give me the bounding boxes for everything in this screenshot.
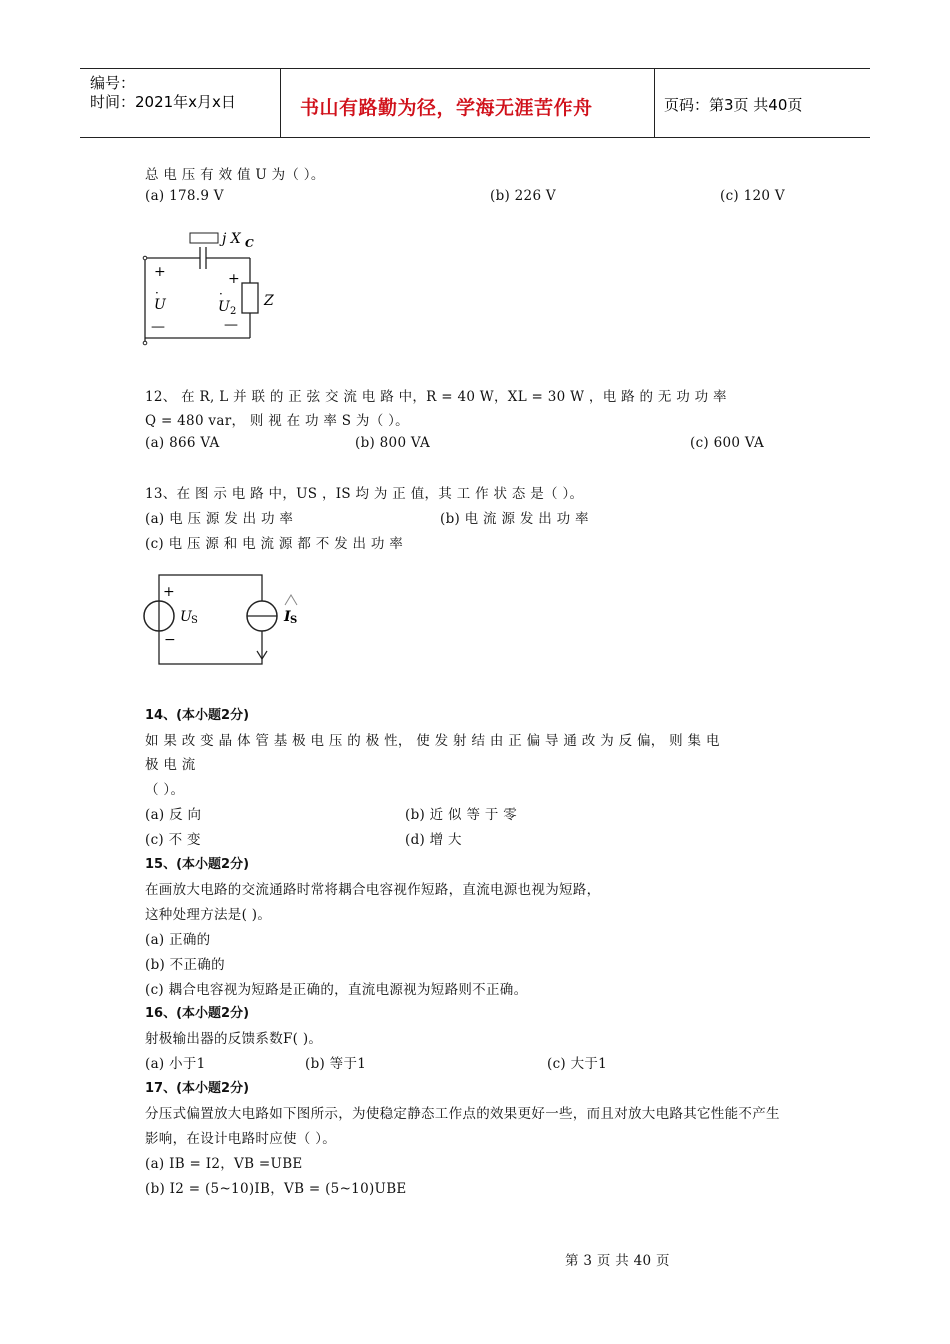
q13-plus: + — [163, 584, 175, 600]
q14-title: 14、(本小题2分) — [145, 708, 250, 723]
q17-option-a: (a) IB = I2，VB =UBE — [145, 1156, 303, 1172]
q12-line1: 12、 在 R, L 并 联 的 正 弦 交 流 电 路 中，R = 40 W，XL = 30 W ，电 路 的 无 功 功 率 — [145, 389, 727, 405]
q11-u-label: U — [154, 297, 166, 313]
q14-option-d: (d) 增 大 — [405, 832, 462, 848]
q15-option-c: (c) 耦合电容视为短路是正确的，直流电源视为短路则不正确。 — [145, 982, 528, 998]
q11-option-c: (c) 120 V — [720, 188, 785, 204]
q15-line2: 这种处理方法是( )。 — [145, 907, 272, 923]
q16-option-c: (c) 大于1 — [547, 1056, 608, 1072]
q11-u-dot: · — [155, 286, 159, 300]
q15-option-b: (b) 不正确的 — [145, 957, 225, 973]
header-divider-left — [280, 69, 281, 137]
header-page-info: 页码：第3页 共40页 — [664, 96, 803, 114]
q11-xc-label: j X — [222, 231, 241, 247]
q13-us-label: U — [180, 609, 192, 625]
q11-minus-right: — — [224, 317, 238, 333]
q11-u2-dot: · — [219, 287, 223, 301]
q11-u2-subscript: 2 — [230, 306, 237, 317]
q14-line1: 如 果 改 变 晶 体 管 基 极 电 压 的 极 性， 使 发 射 结 由 正 偏 导 通 改 为 反 偏， 则 集 电 — [145, 733, 720, 749]
q11-option-b: (b) 226 V — [490, 188, 556, 204]
q14-option-b: (b) 近 似 等 于 零 — [405, 807, 518, 823]
q11-z-label: Z — [264, 293, 274, 309]
q17-line1: 分压式偏置放大电路如下图所示，为使稳定静态工作点的效果更好一些，而且对放大电路其它性能不产生 — [145, 1106, 780, 1122]
q11-u2-label: U — [218, 299, 230, 315]
q11-xc-subscript: C — [245, 237, 254, 250]
q11-plus-left: + — [154, 264, 166, 280]
q13-is-subscript: S — [290, 615, 298, 626]
header-divider-right — [654, 69, 655, 137]
q17-option-b: (b) I2 = (5~10)IB，VB = (5~10)UBE — [145, 1181, 407, 1197]
q12-option-a: (a) 866 VA — [145, 435, 220, 451]
q13-option-c: (c) 电 压 源 和 电 流 源 都 不 发 出 功 率 — [145, 536, 404, 552]
page-footer-number: 第 3 页 共 40 页 — [565, 1253, 670, 1269]
q17-line2: 影响，在设计电路时应使（ ）。 — [145, 1131, 337, 1147]
q13-minus: − — [164, 632, 176, 648]
header-motto: 书山有路勤为径，学海无涯苦作舟 — [300, 97, 593, 119]
q11-circuit-diagram — [140, 225, 300, 350]
header-time-label: 时间：2021年x月x日 — [90, 93, 236, 111]
q13-stem: 13、在 图 示 电 路 中，US ，IS 均 为 正 值，其 工 作 状 态 是（ ）。 — [145, 486, 584, 502]
q16-option-a: (a) 小于1 — [145, 1056, 206, 1072]
q13-circuit-diagram — [140, 570, 315, 670]
q11-plus-right: + — [228, 271, 240, 287]
q13-option-a: (a) 电 压 源 发 出 功 率 — [145, 511, 294, 527]
q14-line2: 极 电 流 — [145, 757, 196, 773]
q15-title: 15、(本小题2分) — [145, 857, 250, 872]
q12-option-c: (c) 600 VA — [690, 435, 765, 451]
q15-line1: 在画放大电路的交流通路时常将耦合电容视作短路，直流电源也视为短路， — [145, 882, 601, 898]
header-code-label: 编号： — [90, 74, 136, 92]
q15-option-a: (a) 正确的 — [145, 932, 211, 948]
q17-title: 17、(本小题2分) — [145, 1081, 250, 1096]
q13-us-subscript: S — [191, 615, 198, 626]
q16-title: 16、(本小题2分) — [145, 1006, 250, 1021]
q12-option-b: (b) 800 VA — [355, 435, 431, 451]
q11-stem: 总 电 压 有 效 值 U 为（ ）。 — [145, 167, 325, 183]
q14-option-a: (a) 反 向 — [145, 807, 202, 823]
q11-minus-left: — — [151, 319, 165, 335]
q11-option-a: (a) 178.9 V — [145, 188, 224, 204]
q13-option-b: (b) 电 流 源 发 出 功 率 — [440, 511, 589, 527]
q16-option-b: (b) 等于1 — [305, 1056, 367, 1072]
q16-stem: 射极输出器的反馈系数F( )。 — [145, 1031, 323, 1047]
q14-option-c: (c) 不 变 — [145, 832, 201, 848]
q13-is-label: I — [284, 609, 291, 625]
q12-line2: Q = 480 var， 则 视 在 功 率 S 为（ ）。 — [145, 413, 409, 429]
q14-line3: （ ）。 — [145, 782, 185, 798]
